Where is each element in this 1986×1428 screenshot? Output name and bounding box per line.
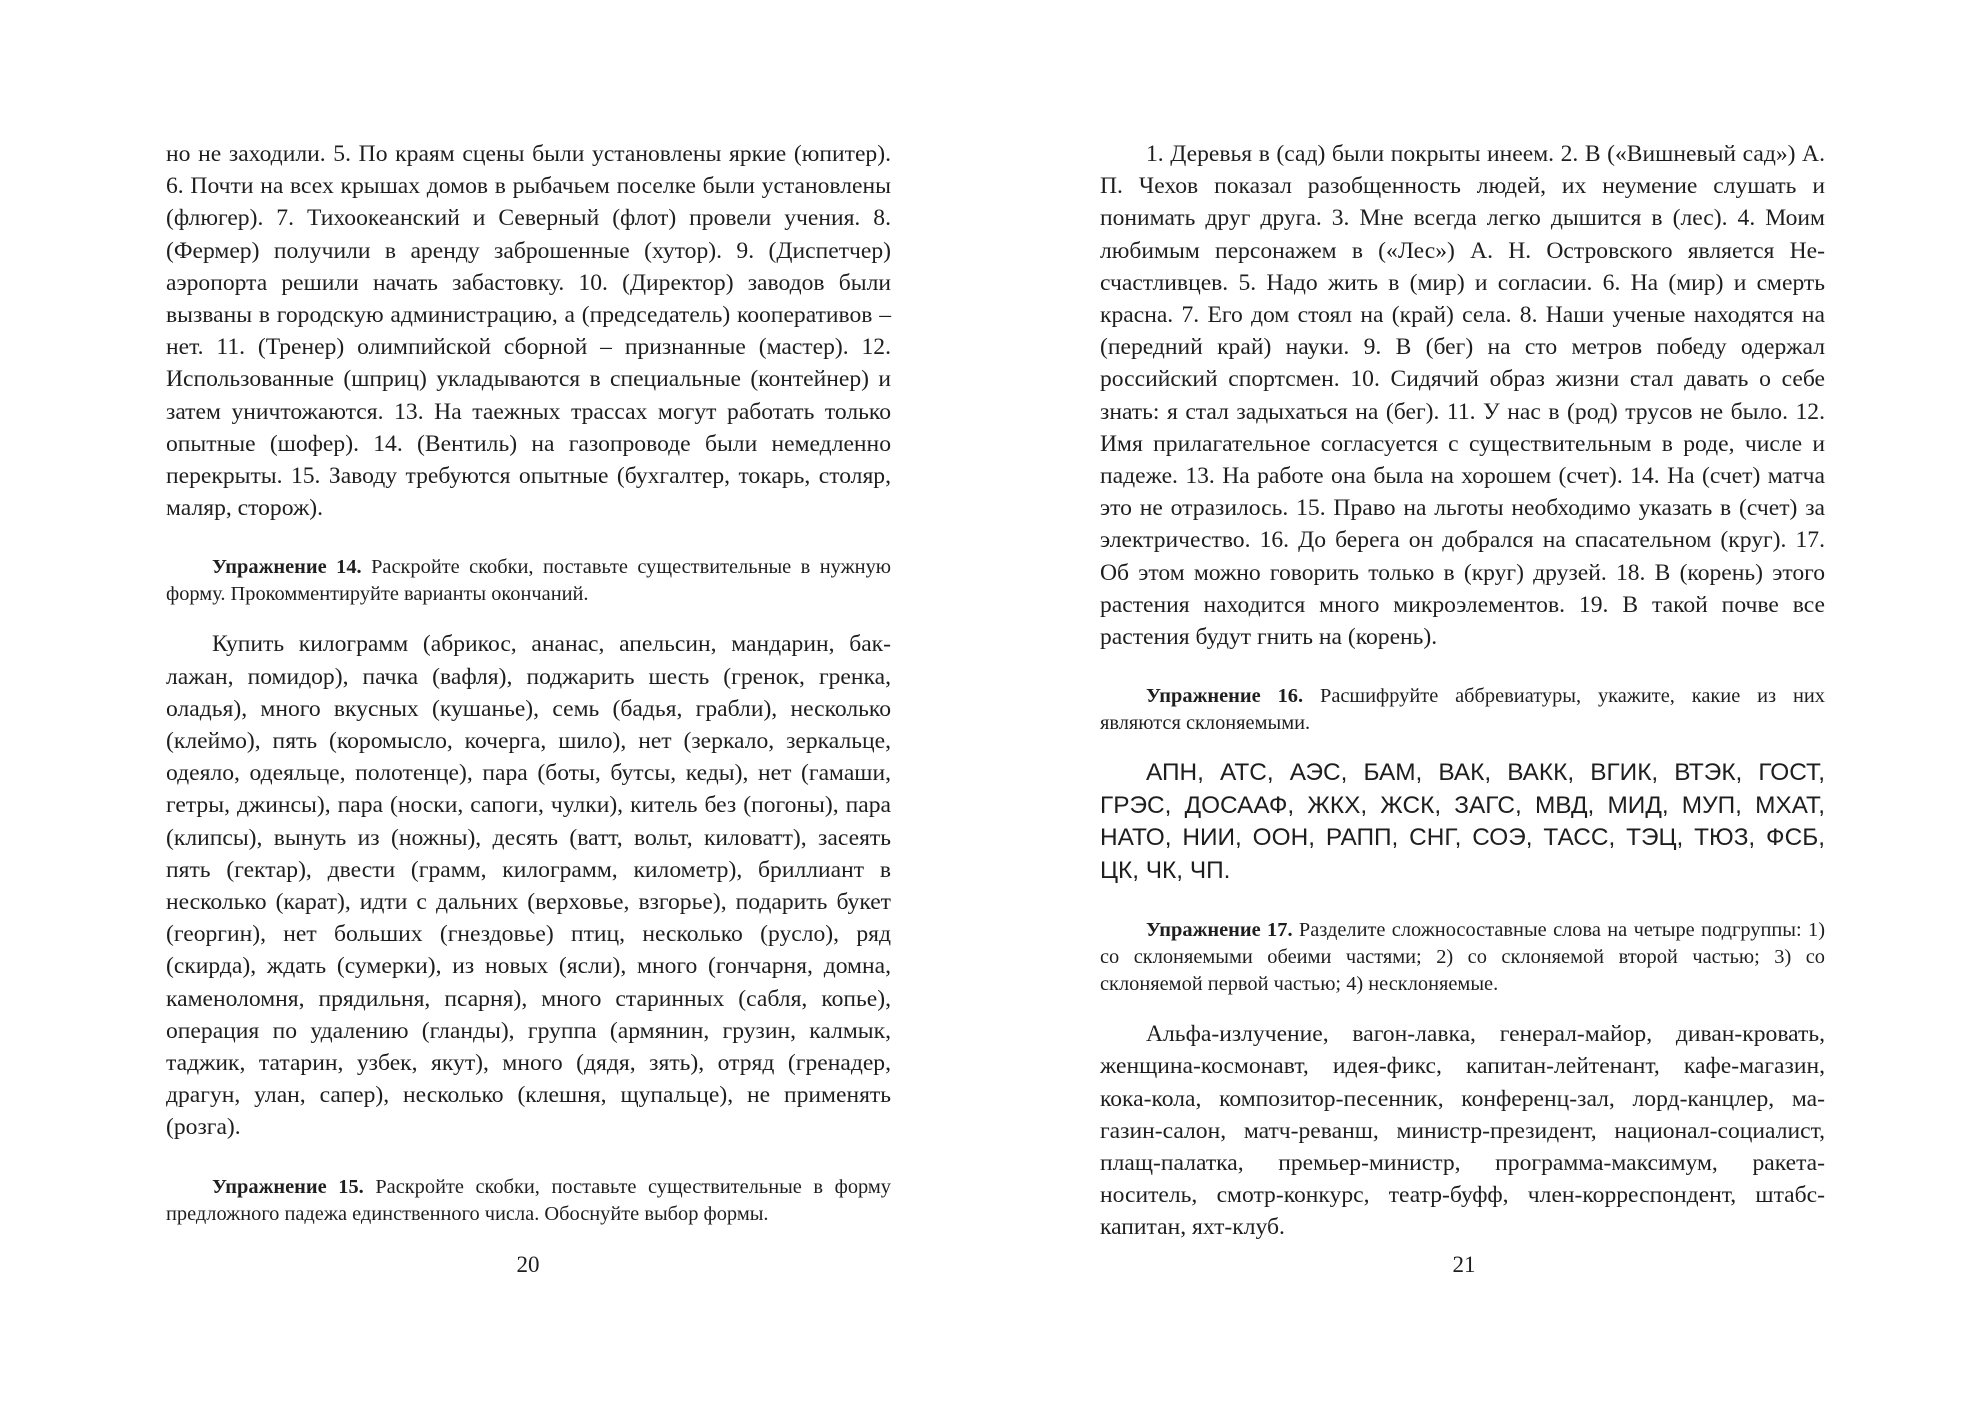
exercise-14-body: Купить килограмм (абрикос, ананас, апельсин, мандарин, баклажан, помидор), пачка (вафля), поджарить шесть (гренок, гренка, оладья), много вкусных (кушанье), семь (бадья, грабли), несколько (клеймо), пять (коромысло, кочерга, шило), нет (зеркало, зеркальце, одеяло, одеяльце, полотенце), пара (боты, бутсы, кеды), нет (гамаши, гетры, джинсы), пара (носки, сапоги, чулки), китель без (погоны), пара (клипсы), вынуть из (ножны), десять (ватт, вольт, киловатт), засеять пять (гектар), двести (грамм, килограмм, километр), бриллиант в несколько (карат), идти с дальних (верховье, взгорье), подарить букет (георгин), нет больших (гнездовье) птиц, несколько (русло), ряд (скирда), ждать (сумерки), из новых (ясли), много (гончарня, домна, каменоломня, прядильня, псарня), много старинных (сабля, копье), операция по удалению (гланды), группа (армянин, грузин, калмык, таджик, татарин, узбек, якут), много (дядя, зять), отряд (гренадер, драгун, улан, сапер), несколько (клешня, щупальце), не применять (розга).: [166, 631, 891, 1141]
exercise-16-title: Упражнение 16.: [1146, 685, 1304, 708]
spacer: [166, 608, 891, 628]
exercise-15-instruction: Раскройте скобки, поставьте существительные в форму предложного падежа единственного числа. Обоснуйте выбор формы.: [166, 1175, 892, 1225]
exercise-15-title: Упражнение 15.: [212, 1175, 364, 1198]
page-number-right: 21: [1452, 1252, 1476, 1277]
right-page: [1100, 138, 1825, 1244]
exercise-14-task: [166, 554, 891, 608]
spacer: [1100, 998, 1825, 1018]
continued-exercise-text: но не заходили. 5. По краям сцены были установлены яркие (юпитер). 6. Почти на всех крышах домов в рыбачьем поселке были установлены (флюгер). 7. Тихоокеанский и Северный (флот) провели учения. 8. (Фермер) получили в аренду заброшенные (хутор). 9. (Диспетчер) аэропорта решили начать забастовку. 10. (Директор) заводов были вызваны в городскую администрацию, а (председатель) кооперативов – нет. 11. (Тренер) олимпийской сборной – признанные (мастер). 12. Использованные (шприц) укладываются в специальные (контейнер) и затем уничтожаются. 13. На таежных трассах могут работать только опытные (шофер). 14. (Вентиль) на газопроводе были немедленно перекрыты. 15. Заводу требуются опытные (бухгалтер, токарь, столяр, маляр, сторож).: [166, 141, 891, 522]
spacer: [166, 524, 891, 554]
abbreviation-list: АПН, АТС, АЭС, БАМ, ВАК, ВАКК, ВГИК, ВТЭК, ГОСТ, ГРЭС, ДОСААФ, ЖКХ, ЖСК, ЗАГС, МВД, МИД, МУП, МХАТ, НАТО, НИИ, ООН, РАПП, СНГ, СОЭ, ТАСС, ТЭЦ, ТЮЗ, ФСБ, ЦК, ЧК, ЧП.: [1100, 759, 1825, 884]
exercise-16-instruction: Расшифруйте аббревиатуры, укажите, какие из них являются склоняемыми.: [1100, 685, 1825, 735]
exercise-15-task: [166, 1174, 891, 1228]
exercise-15-body: 1. Деревья в (сад) были покрыты инеем. 2. В («Вишневый сад») А. П. Чехов показал разобщенность людей, их неумение слушать и понимать друг друга. 3. Мне всегда легко дышится в (лес). 4. Моим любимым персонажем в («Лес») А. Н. Островского является Несчастливцев. 5. Надо жить в (мир) и согласии. 6. На (мир) и смерть красна. 7. Его дом стоял на (край) села. 8. Наши ученые находятся на (передний край) науки. 9. В (бег) на сто метров победу одержал российский спортсмен. 10. Сидячий образ жизни стал давать о себе знать: я стал задыхаться на (бег). 11. У нас в (род) трусов не было. 12. Имя прилагательное согласуется с существительным в роде, числе и падеже. 13. На работе она была на хорошем (счет). 14. На (счет) матча это не отразилось. 15. Право на льготы необходимо указать в (счет) за электричество. 16. До берега он добрался на спасательном (круг). 17. Об этом можно говорить только в (круг) друзей. 18. В (корень) этого растения находится много микроэлементов. 19. В такой почве все растения будут гнить на (корень).: [1100, 141, 1825, 651]
spacer: [1100, 737, 1825, 757]
page-number-left: 20: [516, 1252, 540, 1277]
spacer: [1100, 653, 1825, 683]
exercise-17-instruction: Разделите сложносоставные слова на четыре подгруппы: 1) со склоняемыми обеими частями; 2) со склоняемой второй частью; 3) со склоняемой первой частью; 4) несклоняемые.: [1100, 919, 1825, 996]
exercise-17-task: [1100, 917, 1825, 998]
exercise-17-title: Упражнение 17.: [1146, 919, 1293, 942]
exercise-14-title: Упражнение 14.: [212, 556, 362, 579]
left-page: [166, 138, 891, 1228]
exercise-14-instruction: Раскройте скобки, поставьте существительные в нужную форму. Прокомментируйте варианты окончаний.: [166, 556, 891, 606]
exercise-16-task: [1100, 683, 1825, 737]
spacer: [1100, 887, 1825, 917]
spacer: [166, 1144, 891, 1174]
exercise-17-body: Альфа-излучение, вагон-лавка, генерал-майор, диван-кровать, женщина-космонавт, идея-фикс, капитан-лейтенант, кафе-магазин, кока-кола, композитор-песенник, конференц-зал, лорд-канцлер, магазин-салон, матч-реванш, министр-президент, национал-социалист, плащ-палатка, премьер-министр, программа-максимум, ракета-носитель, смотр-конкурс, театр-буфф, член-корреспондент, штабс-капитан, яхт-клуб.: [1100, 1021, 1825, 1241]
